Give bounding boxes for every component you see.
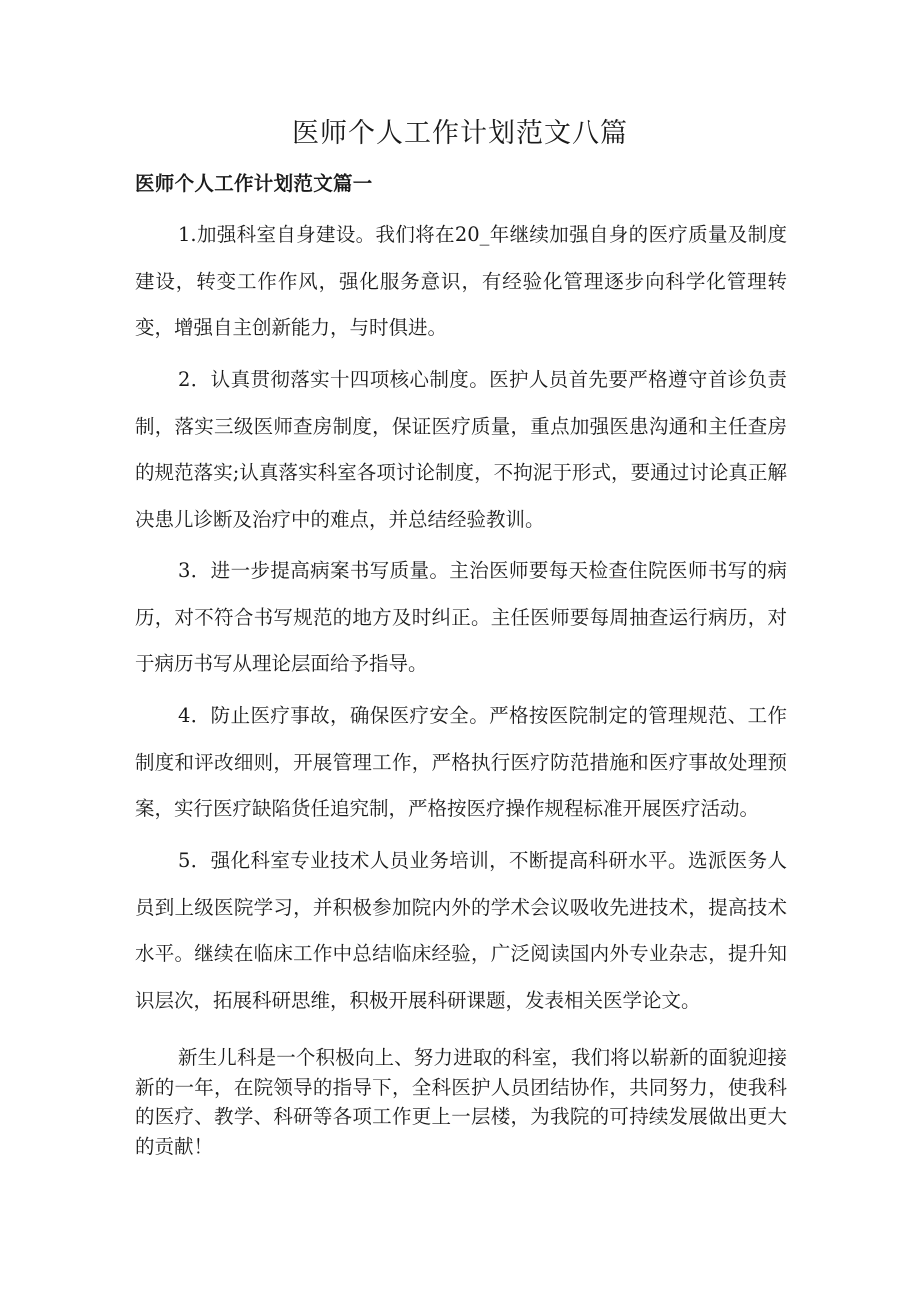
closing-paragraph: 新生儿科是一个积极向上、努力进取的科室，我们将以崭新的面貌迎接新的一年，在院领导的指导下，全科医护人员团结协作，共同努力，使我科的医疗、教学、科研等各项工作更上一层楼，为我院的可持续发展做出更大的贡献！ [135, 1046, 787, 1158]
document-title: 医师个人工作计划范文八篇 [292, 118, 628, 149]
section-heading: 医师个人工作计划范文篇一 [135, 172, 373, 195]
paragraph-item-2: 2．认真贯彻落实十四项核心制度。医护人员首先要严格遵守首诊负责制，落实三级医师查房制度，保证医疗质量，重点加强医患沟通和主任查房的规范落实;认真落实科室各项讨论制度，不拘泥于形式，要通过讨论真正解决患儿诊断及治疗中的难点，并总结经验教训。 [135, 368, 787, 531]
paragraph-item-3: 3．进一步提高病案书写质量。主治医师要每天检查住院医师书写的病历，对不符合书写规范的地方及时纠正。主任医师要每周抽查运行病历，对于病历书写从理论层面给予指导。 [135, 559, 787, 675]
paragraph-item-4: 4．防止医疗事故，确保医疗安全。严格按医院制定的管理规范、工作制度和评改细则，开展管理工作，严格执行医疗防范措施和医疗事故处理预案，实行医疗缺陷货任追究制，严格按医疗操作规程标准开展医疗活动。 [135, 704, 787, 820]
paragraph-item-5: 5．强化科室专业技术人员业务培训，不断提高科研水平。选派医务人员到上级医院学习，并积极参加院内外的学术会议吸收先进技术，提高技术水平。继续在临床工作中总结临床经验，广泛阅读国内外专业杂志，提升知识层次，拓展科研思维，积极开展科研课题，发表相关医学论文。 [135, 849, 787, 1012]
paragraph-item-1: 1.加强科室自身建设。我们将在20_年继续加强自身的医疗质量及制度建设，转变工作作风，强化服务意识，有经验化管理逐步向科学化管理转变，增强自主创新能力，与时俱进。 [135, 223, 787, 339]
